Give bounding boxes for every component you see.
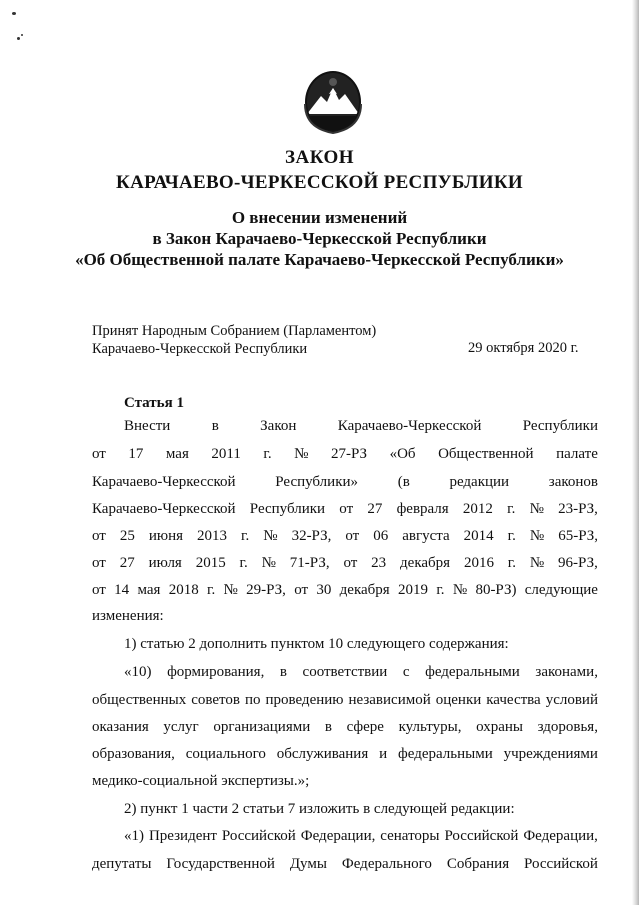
body-word: Российской <box>221 828 296 844</box>
body-word: г. <box>507 501 516 517</box>
body-word: г. <box>207 582 216 598</box>
body-word: независимой <box>348 692 431 708</box>
body-word: г. <box>263 446 272 462</box>
body-word: с <box>402 664 410 680</box>
document-title-republic: КАРАЧАЕВО-ЧЕРКЕССКОЙ РЕСПУБЛИКИ <box>116 172 523 193</box>
body-word: советов <box>191 692 240 708</box>
body-word: от <box>92 446 106 462</box>
body-word: № <box>452 582 468 598</box>
body-text-line <box>124 663 598 681</box>
body-word: сфере <box>346 719 384 735</box>
body-text-line: 2) пункт 1 части 2 статьи 7 изложить в следующей редакции: <box>124 801 515 817</box>
body-word: Общественной <box>438 446 534 462</box>
body-word: Президент <box>148 828 217 844</box>
body-text-line <box>92 527 598 545</box>
body-word: г. <box>241 528 250 544</box>
body-word: следующие <box>524 582 598 598</box>
body-word: № <box>529 555 545 571</box>
body-word: оказания <box>92 719 149 735</box>
body-word: Думы <box>289 856 327 872</box>
body-word: июня <box>148 528 184 544</box>
body-word: 27 <box>367 501 383 517</box>
body-word: Российской <box>524 856 598 872</box>
adoption-line: Карачаево-Черкесской Республики <box>92 341 308 357</box>
body-word: 25 <box>119 528 135 544</box>
body-word: образования, <box>92 746 175 762</box>
body-word: Карачаево-Черкесской <box>92 474 236 490</box>
body-word: 2011 <box>211 446 241 462</box>
body-text-line <box>92 473 598 491</box>
body-word: охраны <box>476 719 523 735</box>
body-word: 2018 <box>168 582 199 598</box>
body-word: федеральными <box>425 664 520 680</box>
body-word: от <box>92 582 106 598</box>
body-word: в <box>211 418 219 434</box>
document-title: ЗАКОН <box>284 147 355 168</box>
body-word: сенаторы <box>380 828 440 844</box>
body-word: 29-РЗ, <box>246 582 286 598</box>
body-word: от <box>92 528 106 544</box>
body-word: августа <box>402 528 450 544</box>
body-word: Республики <box>522 418 598 434</box>
scan-speck <box>17 37 20 40</box>
body-word: г. <box>239 555 248 571</box>
body-word: оценки <box>435 692 482 708</box>
body-word: 17 <box>128 446 144 462</box>
body-text-line <box>92 445 598 463</box>
body-word: общественных <box>92 692 187 708</box>
body-word: № <box>263 528 278 544</box>
body-text-line <box>92 500 598 518</box>
body-word: проведению <box>265 692 344 708</box>
body-word: декабря <box>400 555 451 571</box>
body-word: мая <box>165 446 189 462</box>
body-word: 32-РЗ, <box>291 528 332 544</box>
body-word: в <box>279 664 287 680</box>
body-word: Внести <box>124 418 171 434</box>
body-word: г. <box>507 555 517 571</box>
adoption-statement <box>92 322 376 358</box>
body-word: 23 <box>371 555 387 571</box>
body-word: (в <box>397 474 410 490</box>
body-text-line <box>92 581 598 599</box>
body-word: законами, <box>535 664 598 680</box>
body-word: 27-РЗ <box>330 446 368 462</box>
body-text-line <box>124 417 598 435</box>
body-word: 96-РЗ, <box>558 555 598 571</box>
body-word: № <box>529 501 544 517</box>
body-word: Федерального <box>341 856 432 872</box>
adoption-line: Принят Народным Собранием (Парламентом) <box>92 323 377 339</box>
body-text-line <box>92 718 598 736</box>
body-word: организациями <box>213 719 311 735</box>
body-word: учреждениями <box>503 746 598 762</box>
body-word: Собрания <box>446 856 510 872</box>
body-word: мая <box>137 582 161 598</box>
body-word: и <box>379 746 388 762</box>
body-word: от <box>294 582 309 598</box>
body-text-line <box>92 745 598 763</box>
body-word: Республики» <box>275 474 359 490</box>
body-word: в <box>324 719 332 735</box>
body-word: редакции <box>449 474 510 490</box>
scan-speck <box>12 12 16 15</box>
body-word: от <box>92 555 106 571</box>
document-subtitle: «Об Общественной палате Карачаево-Черкесской Республики» <box>75 250 564 269</box>
body-text-line <box>124 827 598 845</box>
body-word: услуг <box>163 719 199 735</box>
body-word: декабря <box>339 582 390 598</box>
body-word: 14 <box>114 582 130 598</box>
body-word: Государственной <box>166 856 275 872</box>
body-word: по <box>244 692 261 708</box>
body-word: здоровья, <box>537 719 598 735</box>
document-subtitle: О внесении изменений <box>231 208 408 227</box>
body-text-line: медико-социальной экспертизы.»; <box>92 773 310 789</box>
body-word: июля <box>148 555 182 571</box>
body-word: 71-РЗ, <box>289 555 330 571</box>
body-word: 2012 <box>462 501 493 517</box>
body-word: «1) <box>124 828 144 844</box>
body-word: № <box>529 528 545 544</box>
body-text-line: изменения: <box>92 608 164 624</box>
body-word: № <box>223 582 238 598</box>
body-word: «10) <box>124 664 152 680</box>
body-word: Закон <box>260 418 297 434</box>
body-word: от <box>345 528 360 544</box>
body-word: законов <box>548 474 598 490</box>
body-word: 2013 <box>197 528 228 544</box>
body-word: Российской <box>444 828 519 844</box>
body-word: социального <box>185 746 266 762</box>
body-text-line: 1) статью 2 дополнить пунктом 10 следующего содержания: <box>124 636 509 652</box>
body-word: палате <box>556 446 598 462</box>
body-word: Республики <box>249 501 326 517</box>
body-word: февраля <box>396 501 449 517</box>
body-text-line <box>92 554 598 572</box>
body-word: качества <box>486 692 541 708</box>
article-heading: Статья 1 <box>124 395 184 411</box>
body-word: обслуживания <box>276 746 369 762</box>
body-word: г. <box>436 582 445 598</box>
body-word: федеральными <box>398 746 493 762</box>
body-word: 2019 <box>398 582 429 598</box>
body-word: культуры, <box>398 719 462 735</box>
scan-edge-shadow <box>632 0 639 905</box>
body-text-line <box>92 691 598 709</box>
body-word: от <box>343 555 358 571</box>
body-word: депутаты <box>92 856 152 872</box>
body-word: Федерации, <box>523 828 598 844</box>
body-word: № <box>261 555 276 571</box>
body-word: 65-РЗ, <box>558 528 598 544</box>
body-word: г. <box>507 528 516 544</box>
body-word: 30 <box>316 582 332 598</box>
body-word: соответствии <box>302 664 388 680</box>
body-text-line <box>92 855 598 873</box>
adoption-date: 29 октября 2020 г. <box>468 340 579 356</box>
coat-of-arms-emblem <box>303 70 363 134</box>
body-word: 2016 <box>463 555 494 571</box>
body-word: № <box>294 446 309 462</box>
scan-speck <box>21 34 23 36</box>
body-word: «Об <box>389 446 416 462</box>
body-word: Карачаево-Черкесской <box>337 418 482 434</box>
body-word: 2015 <box>195 555 226 571</box>
document-subtitle: в Закон Карачаево-Черкесской Республики <box>152 229 487 248</box>
body-word: 2014 <box>463 528 494 544</box>
body-word: 23-РЗ, <box>558 501 598 517</box>
body-word: от <box>339 501 354 517</box>
body-word: условий <box>545 692 598 708</box>
body-word: формирования, <box>167 664 265 680</box>
body-word: Федерации, <box>300 828 376 844</box>
body-word: 06 <box>373 528 389 544</box>
body-word: 27 <box>119 555 135 571</box>
body-word: 80-РЗ) <box>475 582 517 598</box>
body-word: Карачаево-Черкесской <box>92 501 236 517</box>
